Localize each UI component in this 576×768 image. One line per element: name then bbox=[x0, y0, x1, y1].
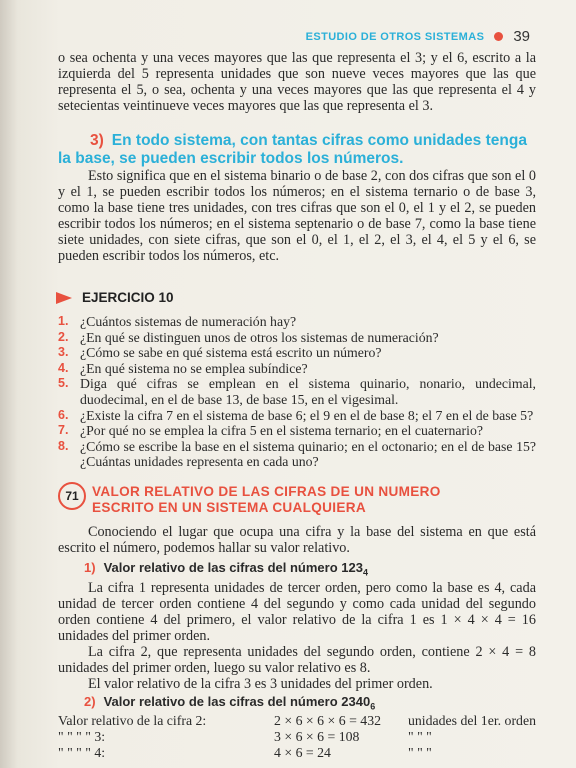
section-71-body bbox=[58, 524, 536, 761]
subsection-2-title: Valor relativo de las cifras del número 2340 bbox=[103, 693, 371, 709]
question-text: ¿Por qué no se emplea la cifra 5 en el sistema ternario; en el cuaternario? bbox=[80, 423, 483, 439]
question-number: 5. bbox=[58, 376, 69, 391]
section-number-badge: 71 bbox=[58, 482, 86, 510]
question-item bbox=[58, 423, 536, 439]
calc-unit: unidades del 1er. orden bbox=[408, 713, 536, 729]
subsection-1-title: Valor relativo de las cifras del número 123 bbox=[103, 560, 363, 575]
subsection-1-heading bbox=[84, 560, 536, 578]
running-head bbox=[306, 28, 530, 45]
rule-3 bbox=[58, 132, 536, 168]
exercise-questions bbox=[58, 314, 536, 470]
calc-expression: 4 × 6 = 24 bbox=[274, 745, 331, 761]
question-number: 6. bbox=[58, 407, 69, 422]
subsection-2-number: 2) bbox=[84, 693, 96, 709]
question-text: ¿Cómo se escribe la base en el sistema quinario; en el octonario; en el de base 15? ¿Cuántas unidades representa en cada uno? bbox=[80, 438, 536, 470]
calc-expression: 2 × 6 × 6 × 6 = 432 bbox=[274, 713, 382, 729]
rule-3-number: 3) bbox=[90, 132, 104, 149]
arrow-right-icon bbox=[56, 292, 72, 304]
section-71-header bbox=[58, 484, 536, 516]
calculation-table bbox=[58, 713, 536, 761]
section-title-line-2: ESCRITO EN UN SISTEMA CUALQUIERA bbox=[92, 500, 366, 515]
calc-label: " " " " 3: bbox=[58, 729, 106, 745]
subsection-1-number: 1) bbox=[84, 560, 96, 575]
question-number: 2. bbox=[58, 329, 69, 344]
bullet-dot-icon bbox=[494, 32, 503, 41]
calculation-row bbox=[58, 729, 536, 745]
rule-3-text: En todo sistema, con tantas cifras como unidades tenga la base, se pueden escribir todos los números. bbox=[58, 132, 527, 167]
calc-unit: " " " bbox=[408, 729, 432, 745]
question-text: ¿Cómo se sabe en qué sistema está escrito un número? bbox=[80, 345, 382, 361]
section-title-line-1: VALOR RELATIVO DE LAS CIFRAS DE UN NUMERO bbox=[92, 484, 441, 499]
question-item bbox=[58, 330, 536, 346]
exercise-title: EJERCICIO 10 bbox=[82, 290, 174, 305]
question-number: 1. bbox=[58, 314, 69, 328]
question-number: 8. bbox=[58, 438, 69, 453]
subsection-2-base: 6 bbox=[370, 701, 376, 712]
subsection-1-base: 4 bbox=[362, 567, 368, 578]
calc-label: " " " " 4: bbox=[58, 745, 106, 761]
calculation-row bbox=[58, 745, 536, 761]
intro-paragraph: o sea ochenta y una veces mayores que las que representa el 3; y el 6, escrito a la izquierda del 5 representa unidades que son nueve veces mayores que las que representa el 5, o sea, ochenta y una veces mayores que las que representa el 4 y setecientas veintinueve veces mayores que las que representa el 3. bbox=[58, 50, 536, 114]
calc-label: Valor relativo de la cifra 2: bbox=[58, 713, 207, 729]
calculation-row bbox=[58, 713, 536, 729]
question-text: Diga qué cifras se emplean en el sistema quinario, nonario, undecimal, duodecimal, en el de base 13, de base 15, en el vigesimal. bbox=[80, 376, 536, 407]
question-item bbox=[58, 361, 536, 377]
question-number: 3. bbox=[58, 345, 69, 360]
question-text: ¿Cuántos sistemas de numeración hay? bbox=[80, 314, 297, 329]
subsection-2-heading bbox=[84, 694, 536, 712]
question-number: 7. bbox=[58, 423, 69, 438]
question-text: ¿En qué sistema no se emplea subíndice? bbox=[80, 360, 308, 376]
calc-expression: 3 × 6 × 6 = 108 bbox=[274, 729, 360, 745]
subsection-1-paragraph-2: La cifra 2, que representa unidades del segundo orden, contiene 2 × 4 = 8 unidades del primer orden, luego su valor relativo es 8. bbox=[58, 643, 536, 676]
rule-3-explanation-block bbox=[58, 168, 536, 264]
running-title: ESTUDIO DE OTROS SISTEMAS bbox=[305, 30, 485, 43]
question-item bbox=[58, 345, 536, 361]
subsection-1-paragraph-3: El valor relativo de la cifra 3 es 3 unidades del primer orden. bbox=[88, 675, 433, 692]
question-item bbox=[58, 408, 536, 424]
question-number: 4. bbox=[58, 360, 69, 375]
question-list bbox=[58, 314, 536, 470]
question-item bbox=[58, 439, 536, 470]
section-intro: Conociendo el lugar que ocupa una cifra y la base del sistema en que está escrito el número, podemos hallar su valor relativo. bbox=[58, 524, 536, 556]
rule-3-explanation: Esto significa que en el sistema binario o de base 2, con dos cifras que son el 0 y el 1, se pueden escribir todos los números; en el sistema ternario o de base 3, como la base tiene tres unidades, con tres cifras que son el 0, el 1 y el 2, se pueden escribir todos los números; en el sistema septenario o de base 7, como la base tiene siete unidades, con siete cifras, que son el 0, el 1, el 2, el 3, el 4, el 5 y el 6, se pueden escribir todos los números, etc. bbox=[58, 168, 536, 264]
calc-unit: " " " bbox=[408, 745, 432, 761]
question-text: ¿Existe la cifra 7 en el sistema de base 6; el 9 en el de base 8; el 7 en el de base 5? bbox=[80, 407, 534, 423]
exercise-header bbox=[58, 290, 536, 305]
question-item bbox=[58, 376, 536, 407]
question-item bbox=[58, 314, 536, 330]
subsection-1-paragraph-1: La cifra 1 representa unidades de tercer orden, pero como la base es 4, cada unidad de tercer orden contiene 4 del segundo y como cada unidad del segundo orden contiene 4 del primero, el valor relativo de la cifra 1 es 1 × 4 × 4 = 16 unidades del primer orden. bbox=[58, 579, 536, 644]
intro-block bbox=[58, 50, 536, 114]
question-text: ¿En qué se distinguen unos de otros los sistemas de numeración? bbox=[80, 329, 439, 345]
page-number: 39 bbox=[513, 28, 530, 45]
